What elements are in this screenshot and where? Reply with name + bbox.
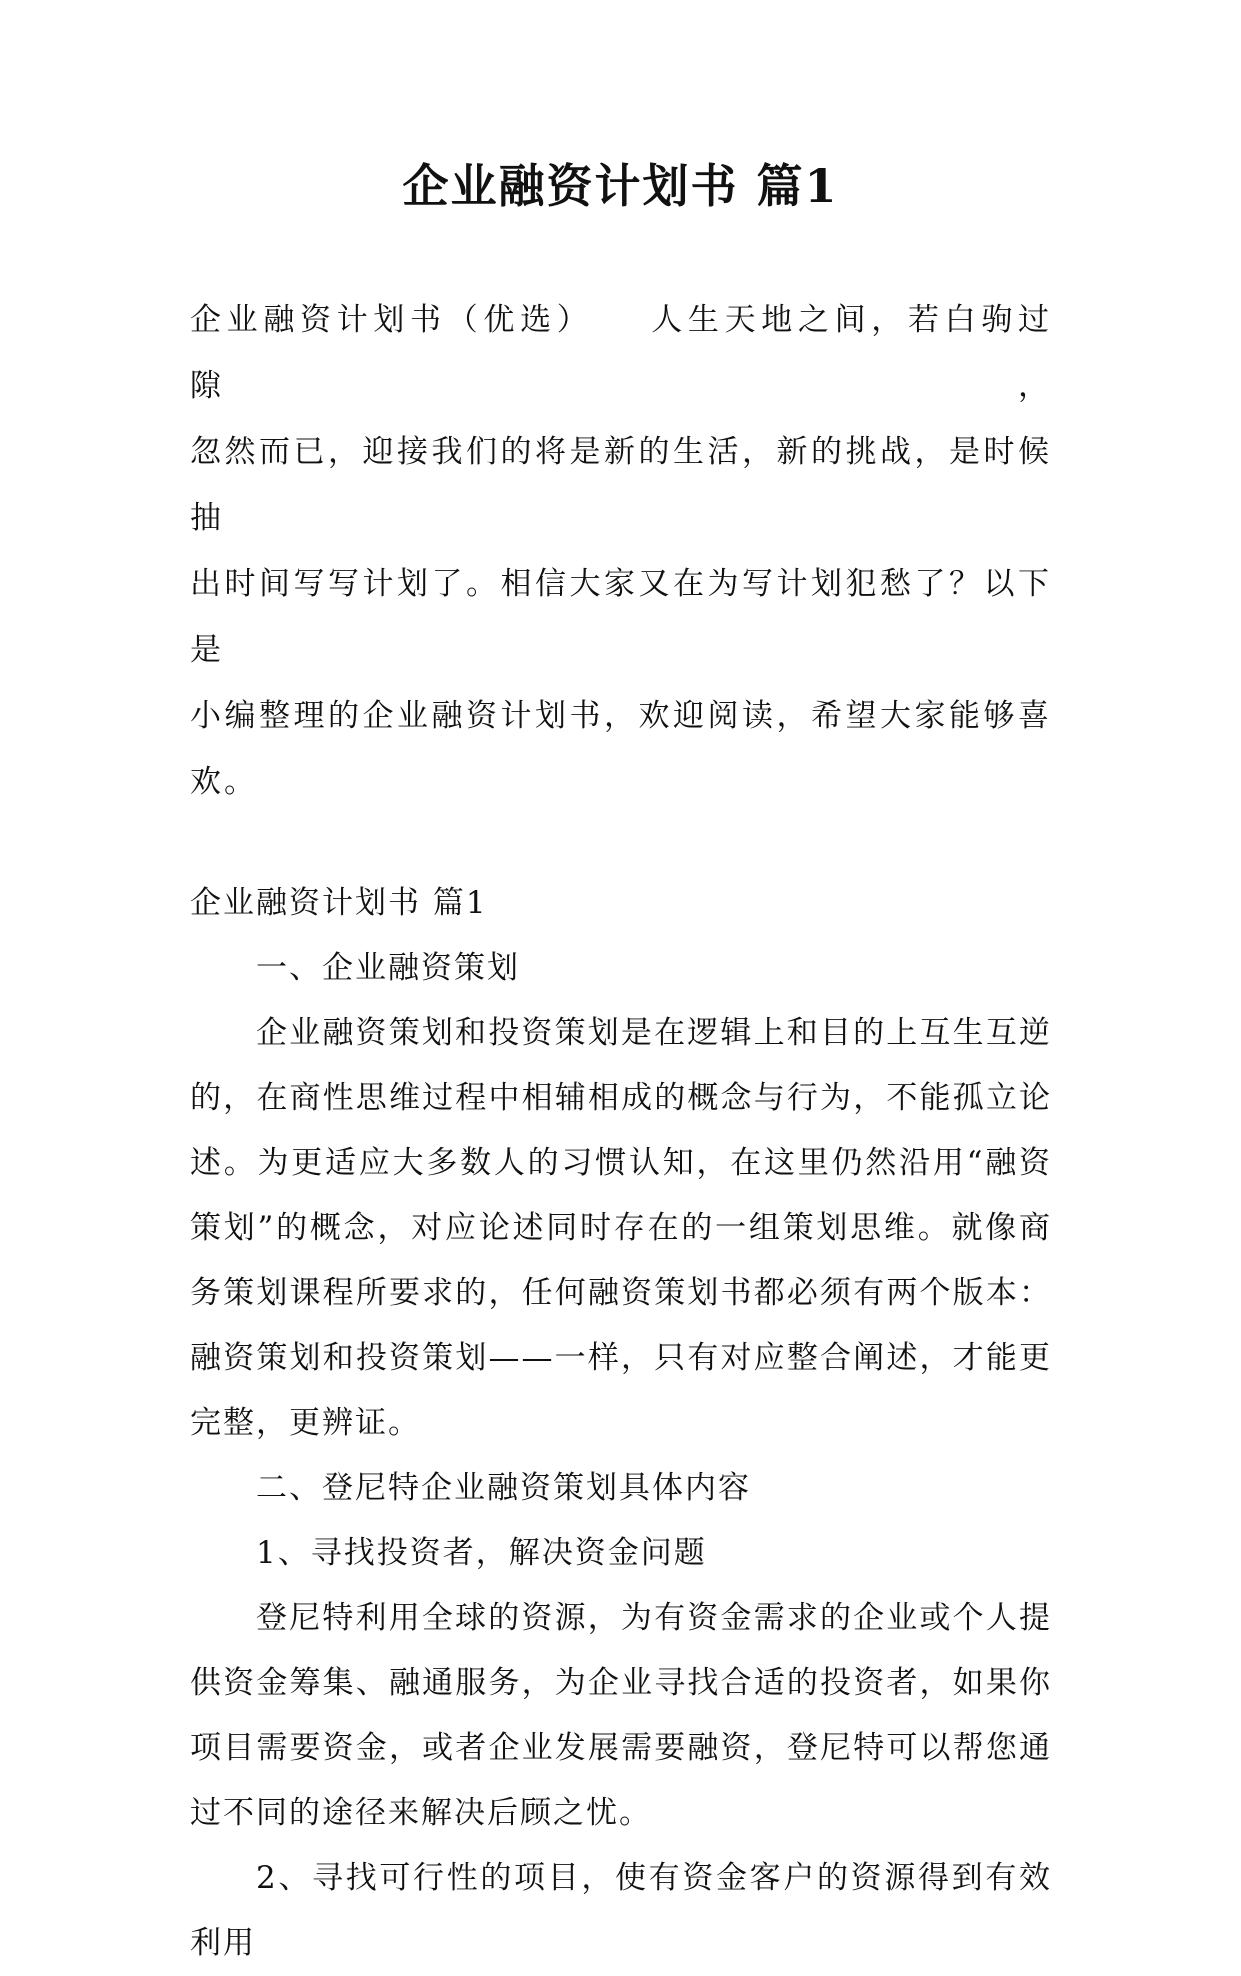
intro-line: 小编整理的企业融资计划书，欢迎阅读，希望大家能够喜欢。 bbox=[190, 698, 1052, 800]
intro-line: 忽然而已，迎接我们的将是新的生活，新的挑战，是时候抽 bbox=[190, 434, 1052, 536]
section-heading: 企业融资计划书 篇1 bbox=[190, 885, 488, 921]
intro-line: 企业融资计划书（优选） 人生天地之间，若白驹过隙， bbox=[190, 302, 1052, 404]
list-item-find-projects: 2、寻找可行性的项目，使有资金客户的资源得到有效利用 bbox=[190, 1860, 1052, 1961]
subheading-content: 二、登尼特企业融资策划具体内容 bbox=[256, 1470, 751, 1506]
paragraph-financing-concept: 企业融资策划和投资策划是在逻辑上和目的上互生互逆的，在商性思维过程中相辅相成的概念与行为，不能孤立论述。为更适应大多数人的习惯认知，在这里仍然沿用“融资策划”的概念，对应论述同时存在的一组策划思维。就像商务策划课程所要求的，任何融资策划书都必须有两个版本：融资策划和投资策划——一样，只有对应整合阐述，才能更完整，更辨证。 bbox=[190, 1015, 1052, 1441]
paragraph-find-investors: 登尼特利用全球的资源，为有资金需求的企业或个人提供资金筹集、融通服务，为企业寻找合适的投资者，如果你项目需要资金，或者企业发展需要融资，登尼特可以帮您通过不同的途径来解决后顾之忧。 bbox=[190, 1600, 1052, 1831]
subheading-financing-planning: 一、企业融资策划 bbox=[256, 950, 520, 986]
document-body bbox=[190, 287, 1052, 1976]
list-item-find-investors: 1、寻找投资者，解决资金问题 bbox=[256, 1535, 707, 1571]
intro-paragraph bbox=[190, 287, 1052, 815]
section-body bbox=[190, 871, 1052, 1976]
intro-line: 出时间写写计划了。相信大家又在为写计划犯愁了？以下是 bbox=[190, 566, 1052, 668]
page-title: 企业融资计划书 篇1 bbox=[402, 159, 839, 213]
